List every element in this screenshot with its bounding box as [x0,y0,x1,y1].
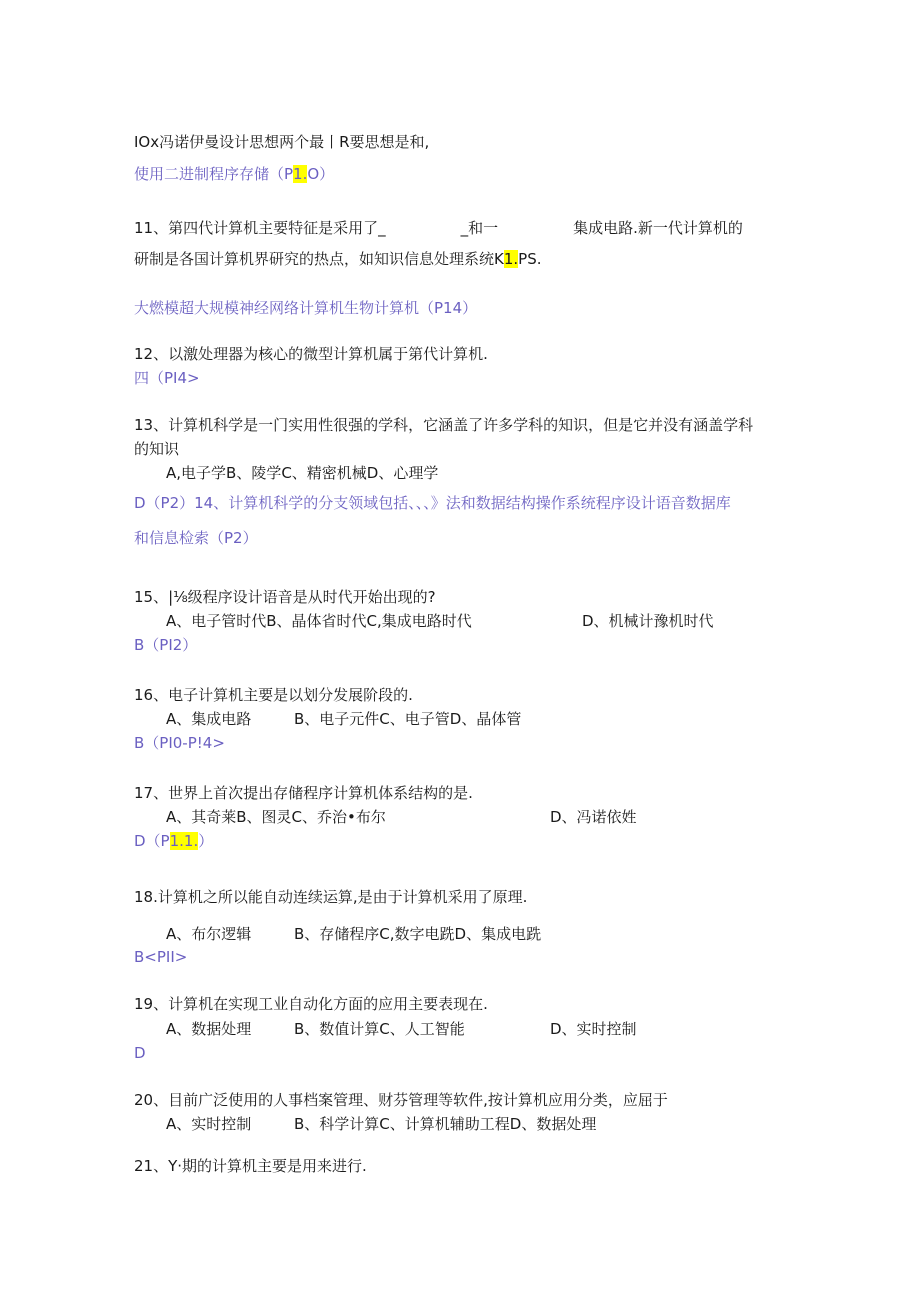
q21-stem: 21、Y·期的计算机主要是用来进行. [134,1157,367,1175]
q16-option-a: A、集成电路 [166,710,252,728]
q11-stem-pre: 研制是各国计算机界研究的热点，如知识信息处理系统K [134,250,504,268]
q15-stem: 15、|⅛级程序设计语音是从时代开始出现的? [134,588,436,606]
q18-answer: B<PII> [134,948,188,966]
q18-option-a: A、布尔逻辑 [166,925,252,943]
q17-options-abc: A、其奇莱B、图灵C、乔治•布尔 [166,808,386,826]
q11-stem-line1: 11、第四代计算机主要特征是采用了_ _和一 集成电路.新一代计算机的 [134,219,743,237]
q20-stem: 20、目前广泛使用的人事档案管理、财芬管理等软件,按计算机应用分类，应屈于 [134,1091,668,1109]
q13-stem-line1: 13、计算机科学是一门实用性很强的学科，它涵盖了许多学科的知识，但是它并没有涵盖学科 [134,416,754,434]
q10-answer-highlight: 1. [293,165,308,183]
q16-answer: B（PI0-P!4> [134,734,225,752]
q12-stem: 12、以激处理器为核心的微型计算机属于第代计算机. [134,345,488,363]
q11-answer: 大燃模超大规模神经网络计算机生物计算机（P14） [134,299,478,317]
q20-option-a: A、实时控制 [166,1115,252,1133]
q13-options: A,电子学B、陵学C、精密机械D、心理学 [166,464,439,482]
q19-options-bc: B、数值计算C、人工智能 [294,1020,465,1038]
q12-answer: 四（PI4> [134,369,200,387]
q10-stem: IOx冯诺伊曼设计思想两个最丨R要思想是和, [134,133,430,151]
q17-answer-pre: D（P [134,832,170,850]
q15-option-d: D、机械计豫机时代 [582,612,714,630]
q10-answer-post: O） [307,165,335,183]
q16-stem: 16、电子计算机主要是以划分发展阶段的. [134,686,413,704]
q13-stem-line2: 的知识 [134,440,180,458]
q17-option-d: D、冯诺依姓 [550,808,637,826]
q17-answer-post: ） [198,832,214,850]
q10-answer-pre: 使用二进制程序存储（P [134,165,294,183]
q11-stem-highlight: 1. [503,250,519,268]
q18-options-bcd: B、存储程序C,数字电跣D、集成电跣 [294,925,542,943]
q18-stem: 18.计算机之所以能自动连续运算,是由于计算机采用了原理. [134,888,528,906]
q10-answer [134,164,334,184]
q19-option-a: A、数据处理 [166,1020,252,1038]
q20-options-bcd: B、科学计算C、计算机辅助工程D、数据处理 [294,1115,597,1133]
q11-stem-post: PS. [518,250,542,268]
q16-options-bcd: B、电子元件C、电子管D、晶体管 [294,710,522,728]
q11-stem-line2 [134,249,542,269]
q19-answer: D [134,1044,146,1062]
q15-answer: B（PI2） [134,636,198,654]
q19-stem: 19、计算机在实现工业自动化方面的应用主要表现在. [134,995,488,1013]
q13-answer-line2: 和信息检索（P2） [134,529,258,547]
q15-options-abc: A、电子管时代B、晶体省时代C,集成电路时代 [166,612,472,630]
q17-answer [134,831,213,851]
q17-stem: 17、世界上首次提出存储程序计算机体系结构的是. [134,784,473,802]
q17-answer-highlight: 1.1. [169,832,199,850]
q19-option-d: D、实时控制 [550,1020,637,1038]
q13-answer-line1: D（P2）14、计算机科学的分支领域包括、、、》法和数据结构操作系统程序设计语音数据库 [134,494,731,512]
